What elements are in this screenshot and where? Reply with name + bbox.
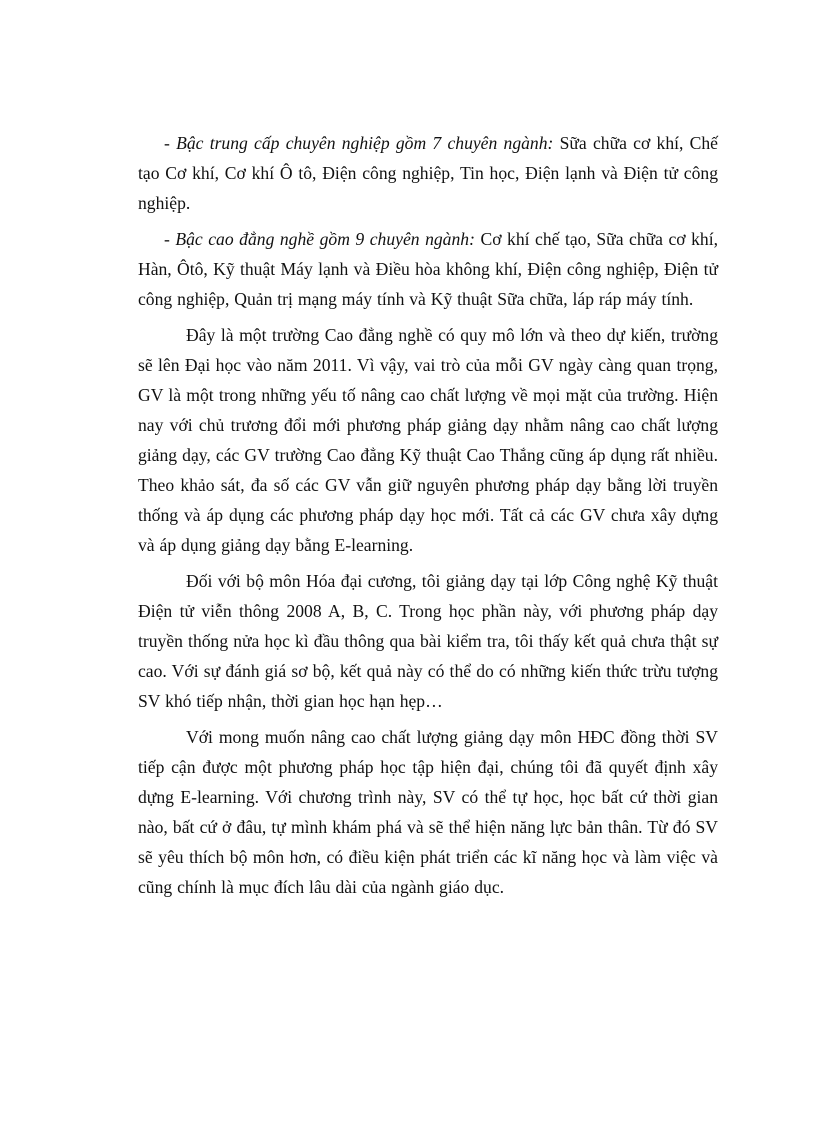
document-page (138, 128, 718, 902)
paragraph-vocational-secondary-majors (138, 128, 718, 218)
paragraph-elearning-goal: Với mong muốn nâng cao chất lượng giảng dạy môn HĐC đồng thời SV tiếp cận được một phương pháp học tập hiện đại, chúng tôi đã quyết định xây dựng E-learning. Với chương trình này, SV có thể tự học, học bất cứ thời gian nào, bất cứ ở đâu, tự mình khám phá và sẽ thể hiện năng lực bản thân. Từ đó SV sẽ yêu thích bộ môn hơn, có điều kiện phát triển các kĩ năng học và làm việc và cũng chính là mục đích lâu dài của ngành giáo dục. (138, 727, 718, 897)
paragraph-lead: - Bậc cao đẳng nghề gồm 9 chuyên ngành: (164, 229, 475, 249)
paragraph-vocational-college-majors (138, 224, 718, 314)
paragraph-school-overview: Đây là một trường Cao đẳng nghề có quy mô lớn và theo dự kiến, trường sẽ lên Đại học vào năm 2011. Vì vậy, vai trò của mỗi GV ngày càng quan trọng, GV là một trong những yếu tố nâng cao chất lượng về mọi mặt của trường. Hiện nay với chủ trương đổi mới phương pháp giảng dạy nhằm nâng cao chất lượng giảng dạy, các GV trường Cao đẳng Kỹ thuật Cao Thắng cũng áp dụng rất nhiều. Theo khảo sát, đa số các GV vẫn giữ nguyên phương pháp dạy bằng lời truyền thống và áp dụng các phương pháp dạy học mới. Tất cả các GV chưa xây dựng và áp dụng giảng dạy bằng E-learning. (138, 325, 718, 555)
paragraph-text: Sữa chữa cơ khí, Chế tạo Cơ khí, Cơ khí Ô tô, Điện công nghiệp, Tin học, Điện lạnh và Điện tử công nghiệp. (138, 133, 718, 213)
paragraph-text: Cơ khí chế tạo, Sữa chữa cơ khí, Hàn, Ôtô, Kỹ thuật Máy lạnh và Điều hòa không khí, Điện công nghiệp, Điện tử công nghiệp, Quản trị mạng máy tính và Kỹ thuật Sữa chữa, láp ráp máy tính. (138, 229, 719, 309)
paragraph-general-chemistry: Đối với bộ môn Hóa đại cương, tôi giảng dạy tại lớp Công nghệ Kỹ thuật Điện tử viễn thông 2008 A, B, C. Trong học phần này, với phương pháp dạy truyền thống nửa học kì đầu thông qua bài kiểm tra, tôi thấy kết quả chưa thật sự cao. Với sự đánh giá sơ bộ, kết quả này có thể do có những kiến thức trừu tượng SV khó tiếp nhận, thời gian học hạn hẹp… (138, 571, 718, 711)
paragraph-lead: - Bậc trung cấp chuyên nghiệp gồm 7 chuyên ngành: (164, 133, 554, 153)
